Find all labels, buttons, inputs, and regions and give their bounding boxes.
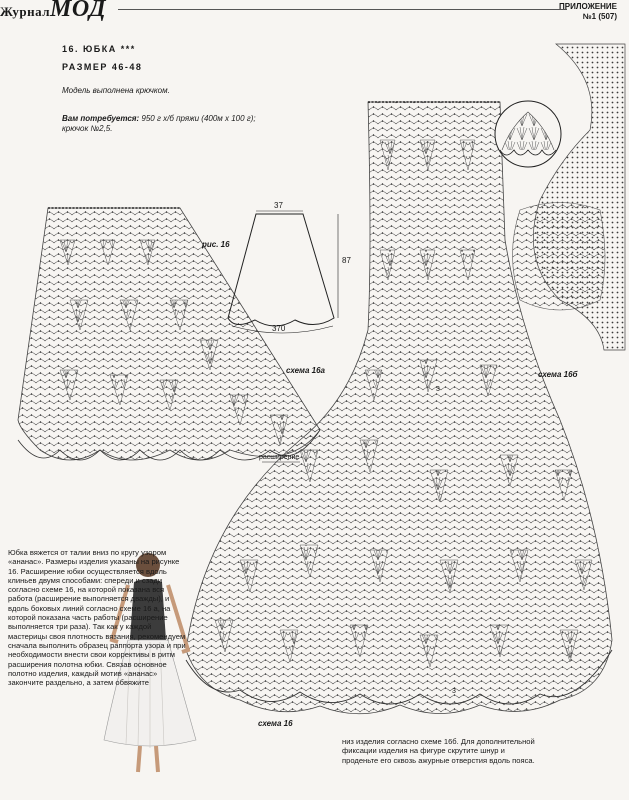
length-dimension: 87 — [342, 256, 351, 265]
widening-label: расширение — [259, 454, 300, 461]
supplement-label: ПРИЛОЖЕНИЕ — [559, 2, 617, 11]
issue-number: №1 (507) — [582, 12, 617, 21]
scheme-16a-label: схема 16а — [286, 366, 325, 375]
scheme-16b-label: схема 16б — [538, 370, 578, 379]
figure-16-chart — [18, 208, 320, 460]
logo-small-text: Журнал — [0, 4, 50, 19]
model-note: Модель выполнена крючком. — [62, 86, 170, 95]
figure-label: рис. 16 — [202, 240, 230, 249]
hem-dimension: 370 — [272, 324, 286, 333]
instructions-text-right: низ изделия согласно схеме 16б. Для дополнительной фиксации изделия на фигуре скрутите шнур и проденьте его сквозь ажурные отверстия вдоль пояса. — [342, 737, 535, 765]
row-mark-a: 3 — [436, 386, 440, 393]
waist-dimension: 37 — [274, 201, 283, 210]
materials-label: Вам потребуется: — [62, 114, 140, 123]
materials-text: 950 г х/б пряжи (400м х 100 г); — [139, 114, 256, 123]
article-number: 16. ЮБКА *** — [62, 44, 136, 54]
instructions-text-left: Юбка вяжется от талии вниз по кругу узором «ананас». Размеры изделия указаны на рисунке 16. Расширение юбки осуществляется вдоль клиньев двумя способами: спереди и сзади согласно схеме 16, на которой показана вся работа (расширение выполняется дважды), и вдоль боковых линий согласно схеме 16 а, на которой показана часть работы (расширение выполняется три раза). Так как у каждой мастерицы своя плотность вязания, рекомендуем сначала выполнить образец раппорта узора и при необходимости внести свои коррективы в ритм расширения полотна юбки. Связав основное полотно изделия, каждый мотив «ананас» закончите раздельно, а затем обвяжите — [8, 548, 186, 688]
row-mark-b: 3 — [452, 688, 456, 695]
scheme-16-label: схема 16 — [258, 719, 293, 728]
article-size: РАЗМЕР 46-48 — [62, 62, 143, 72]
hook-text: крючок №2,5. — [62, 124, 113, 133]
logo-big-text: МОД — [50, 0, 106, 22]
